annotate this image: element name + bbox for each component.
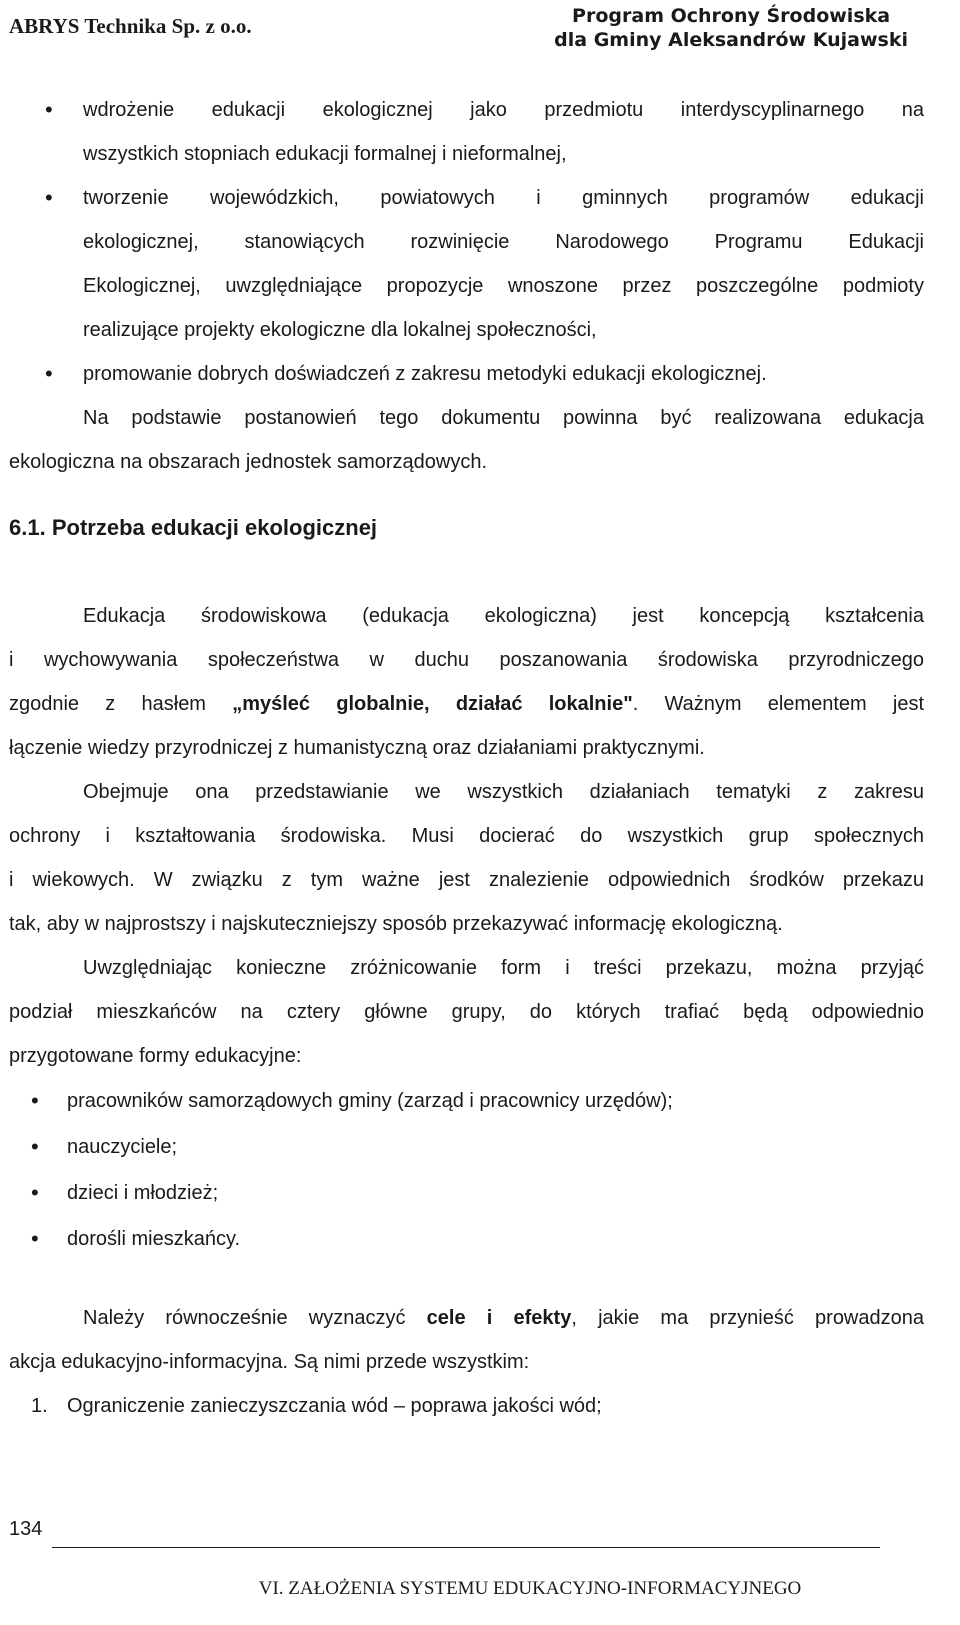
chapter-title: VI. ZAŁOŻENIA SYSTEMU EDUKACYJNO-INFORMACYJNEGO xyxy=(258,1578,802,1599)
paragraph-line: ochrony i kształtowania środowiska. Musi docierać do wszystkich grup społecznych xyxy=(9,825,924,847)
paragraph-line: i wychowywania społeczeństwa w duchu poszanowania środowiska przyrodniczego xyxy=(9,649,924,671)
group-item: • dorośli mieszkańcy. xyxy=(9,1216,924,1262)
page-header xyxy=(0,0,960,64)
slogan: „myśleć globalnie, działać lokalnie" xyxy=(232,693,633,715)
item-text: Ograniczenie zanieczyszczania wód – poprawa jakości wód; xyxy=(67,1395,602,1417)
numbered-item xyxy=(9,1384,924,1428)
paragraph-line: akcja edukacyjno-informacyjna. Są nimi przede wszystkim: xyxy=(9,1351,530,1373)
program-title xyxy=(554,4,908,52)
section-number: 6.1. xyxy=(9,515,46,540)
footer-divider xyxy=(52,1547,880,1548)
paragraph-line: łączenie wiedzy przyrodniczej z humanistyczną oraz działaniami praktycznymi. xyxy=(9,737,705,759)
bullet-item-continuation: wszystkich stopniach edukacji formalnej i nieformalnej, xyxy=(83,143,567,165)
page-body xyxy=(9,88,924,1428)
paragraph-line: Obejmuje ona przedstawianie we wszystkich działaniach tematyki z zakresu xyxy=(83,781,924,803)
paragraph-line: podział mieszkańców na cztery główne grupy, do których trafiać będą odpowiednio xyxy=(9,1001,924,1023)
bullet-item-continuation: Ekologicznej, uwzględniające propozycje wnoszone przez poszczególne podmioty xyxy=(83,275,924,297)
bullet-item: • wdrożenie edukacji ekologicznej jako przedmiotu interdyscyplinarnego na xyxy=(9,88,924,132)
emphasis: cele i efekty xyxy=(426,1307,572,1329)
bullet-item-continuation: realizujące projekty ekologiczne dla lokalnej społeczności, xyxy=(83,319,597,341)
paragraph-line: Na podstawie postanowień tego dokumentu powinna być realizowana edukacja xyxy=(83,407,924,429)
section-heading xyxy=(9,506,924,550)
bullet-item: • tworzenie wojewódzkich, powiatowych i gminnych programów edukacji xyxy=(9,176,924,220)
page-number: 134 xyxy=(9,1518,43,1540)
bullet-item: • promowanie dobrych doświadczeń z zakresu metodyki edukacji ekologicznej. xyxy=(9,352,924,396)
bullet-item-continuation: ekologicznej, stanowiących rozwinięcie Narodowego Programu Edukacji xyxy=(83,231,924,253)
paragraph-line: zgodnie z hasłem „myśleć globalnie, działać lokalnie". Ważnym elementem jest xyxy=(9,693,924,715)
paragraph-line: tak, aby w najprostszy i najskuteczniejszy sposób przekazywać informację ekologiczną. xyxy=(9,913,783,935)
paragraph-line: Należy równocześnie wyznaczyć cele i efekty, jakie ma przynieść prowadzona xyxy=(83,1307,924,1329)
paragraph-line: ekologiczna na obszarach jednostek samorządowych. xyxy=(9,451,488,473)
program-title-line1: Program Ochrony Środowiska xyxy=(572,5,891,27)
group-item: • nauczyciele; xyxy=(9,1124,924,1170)
paragraph-line: Edukacja środowiskowa (edukacja ekologiczna) jest koncepcją kształcenia xyxy=(83,605,924,627)
item-number: 1. xyxy=(31,1395,48,1417)
paragraph-line: Uwzględniając konieczne zróżnicowanie form i treści przekazu, można przyjąć xyxy=(83,957,924,979)
section-title: Potrzeba edukacji ekologicznej xyxy=(51,515,378,540)
paragraph-line: i wiekowych. W związku z tym ważne jest znalezienie odpowiednich środków przekazu xyxy=(9,869,924,891)
group-item: • pracowników samorządowych gminy (zarząd i pracownicy urzędów); xyxy=(9,1078,924,1124)
group-item: • dzieci i młodzież; xyxy=(9,1170,924,1216)
program-title-line2: dla Gminy Aleksandrów Kujawski xyxy=(554,29,908,51)
company-name: ABRYS Technika Sp. z o.o. xyxy=(9,14,252,38)
paragraph-line: przygotowane formy edukacyjne: xyxy=(9,1045,302,1067)
